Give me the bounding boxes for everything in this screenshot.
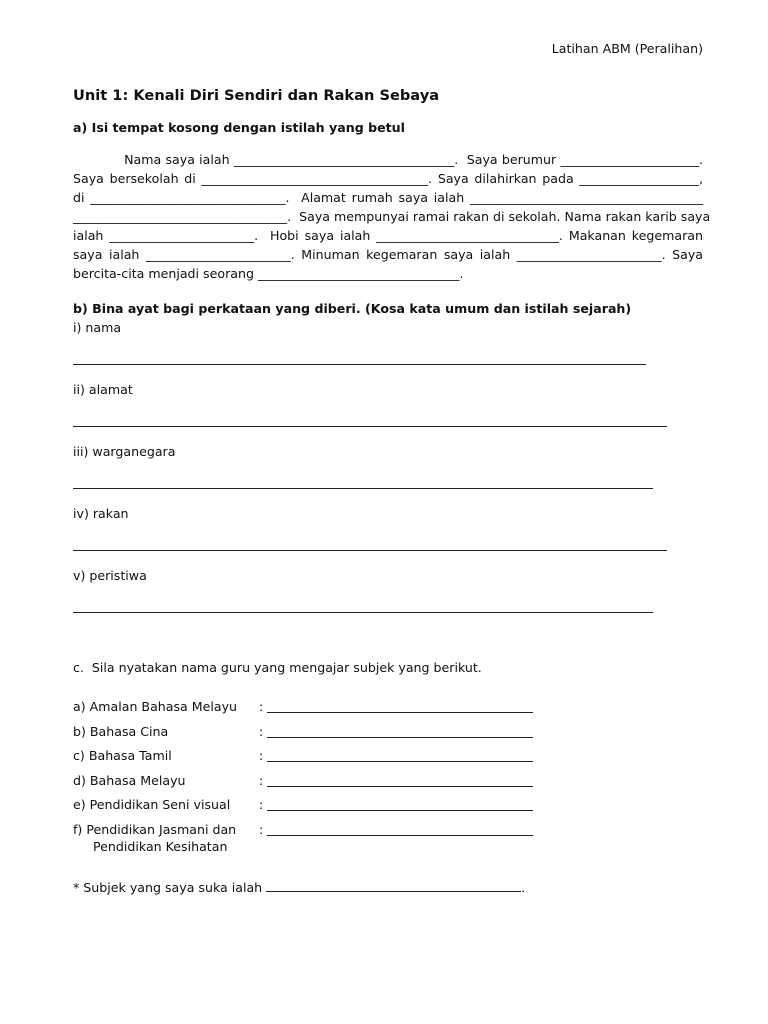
subject-name: b) Bahasa Cina [73, 724, 169, 739]
answer-line-rakan[interactable] [73, 550, 667, 551]
item-label-rakan: iv) rakan [73, 506, 129, 521]
teacher-blank[interactable] [267, 821, 533, 836]
item-label-peristiwa: v) peristiwa [73, 568, 147, 583]
section-a-heading: a) Isi tempat kosong dengan istilah yang betul [73, 120, 405, 135]
paragraph-line: saya ialah _______________________. Minuman kegemaran saya ialah _______________________. Saya [73, 247, 703, 262]
subject-name: d) Bahasa Melayu [73, 773, 186, 788]
favourite-subject-blank[interactable] [266, 878, 521, 892]
paragraph-line: bercita-cita menjadi seorang ________________________________. [73, 266, 464, 281]
subject-name: a) Amalan Bahasa Melayu [73, 699, 238, 714]
teacher-blank[interactable] [267, 698, 533, 713]
subject-row [73, 796, 533, 813]
unit-title: Unit 1: Kenali Diri Sendiri dan Rakan Sebaya [73, 87, 440, 104]
teacher-blank[interactable] [267, 772, 533, 787]
teacher-blank[interactable] [267, 796, 533, 811]
item-label-alamat: ii) alamat [73, 382, 133, 397]
subject-row [73, 698, 533, 715]
subject-row [73, 821, 533, 855]
subject-colon: : [259, 797, 264, 812]
answer-line-nama[interactable] [73, 364, 646, 365]
subject-colon: : [259, 773, 264, 788]
footer-suffix: . [521, 880, 526, 895]
page-header: Latihan ABM (Peralihan) [551, 41, 703, 56]
section-b-heading: b) Bina ayat bagi perkataan yang diberi. (Kosa kata umum dan istilah sejarah) [73, 301, 632, 316]
teacher-blank[interactable] [267, 723, 533, 738]
paragraph-line: ialah _______________________. Hobi saya ialah _____________________________. Makanan kegemaran [73, 228, 703, 243]
subject-row [73, 772, 533, 789]
item-label-nama: i) nama [73, 320, 122, 335]
paragraph-line: Nama saya ialah ___________________________________. Saya berumur ______________________. [73, 152, 703, 167]
paragraph-line: Saya bersekolah di ____________________________________. Saya dilahirkan pada ___________________, [73, 171, 703, 186]
subject-name: f) Pendidikan Jasmani dan Pendidikan Kesihatan [73, 822, 237, 854]
subject-colon: : [259, 724, 264, 739]
subject-name: e) Pendidikan Seni visual [73, 797, 231, 812]
section-c-heading: c. Sila nyatakan nama guru yang mengajar subjek yang berikut. [73, 660, 482, 675]
subject-row [73, 747, 533, 764]
subject-colon: : [259, 748, 264, 763]
answer-line-peristiwa[interactable] [73, 612, 653, 613]
paragraph-line: __________________________________. Saya mempunyai ramai rakan di sekolah. Nama rakan karib saya [73, 209, 711, 224]
answer-line-warganegara[interactable] [73, 488, 653, 489]
subject-row [73, 723, 533, 740]
subject-colon: : [259, 699, 264, 714]
subject-name: c) Bahasa Tamil [73, 748, 172, 763]
item-label-warganegara: iii) warganegara [73, 444, 176, 459]
subject-colon: : [259, 822, 264, 837]
favourite-subject-line [73, 878, 525, 895]
paragraph-line: di _______________________________. Alamat rumah saya ialah _____________________________________ [73, 190, 703, 205]
fill-in-paragraph [73, 150, 711, 283]
answer-line-alamat[interactable] [73, 426, 667, 427]
teacher-blank[interactable] [267, 747, 533, 762]
footer-prefix: * Subjek yang saya suka ialah [73, 880, 267, 895]
